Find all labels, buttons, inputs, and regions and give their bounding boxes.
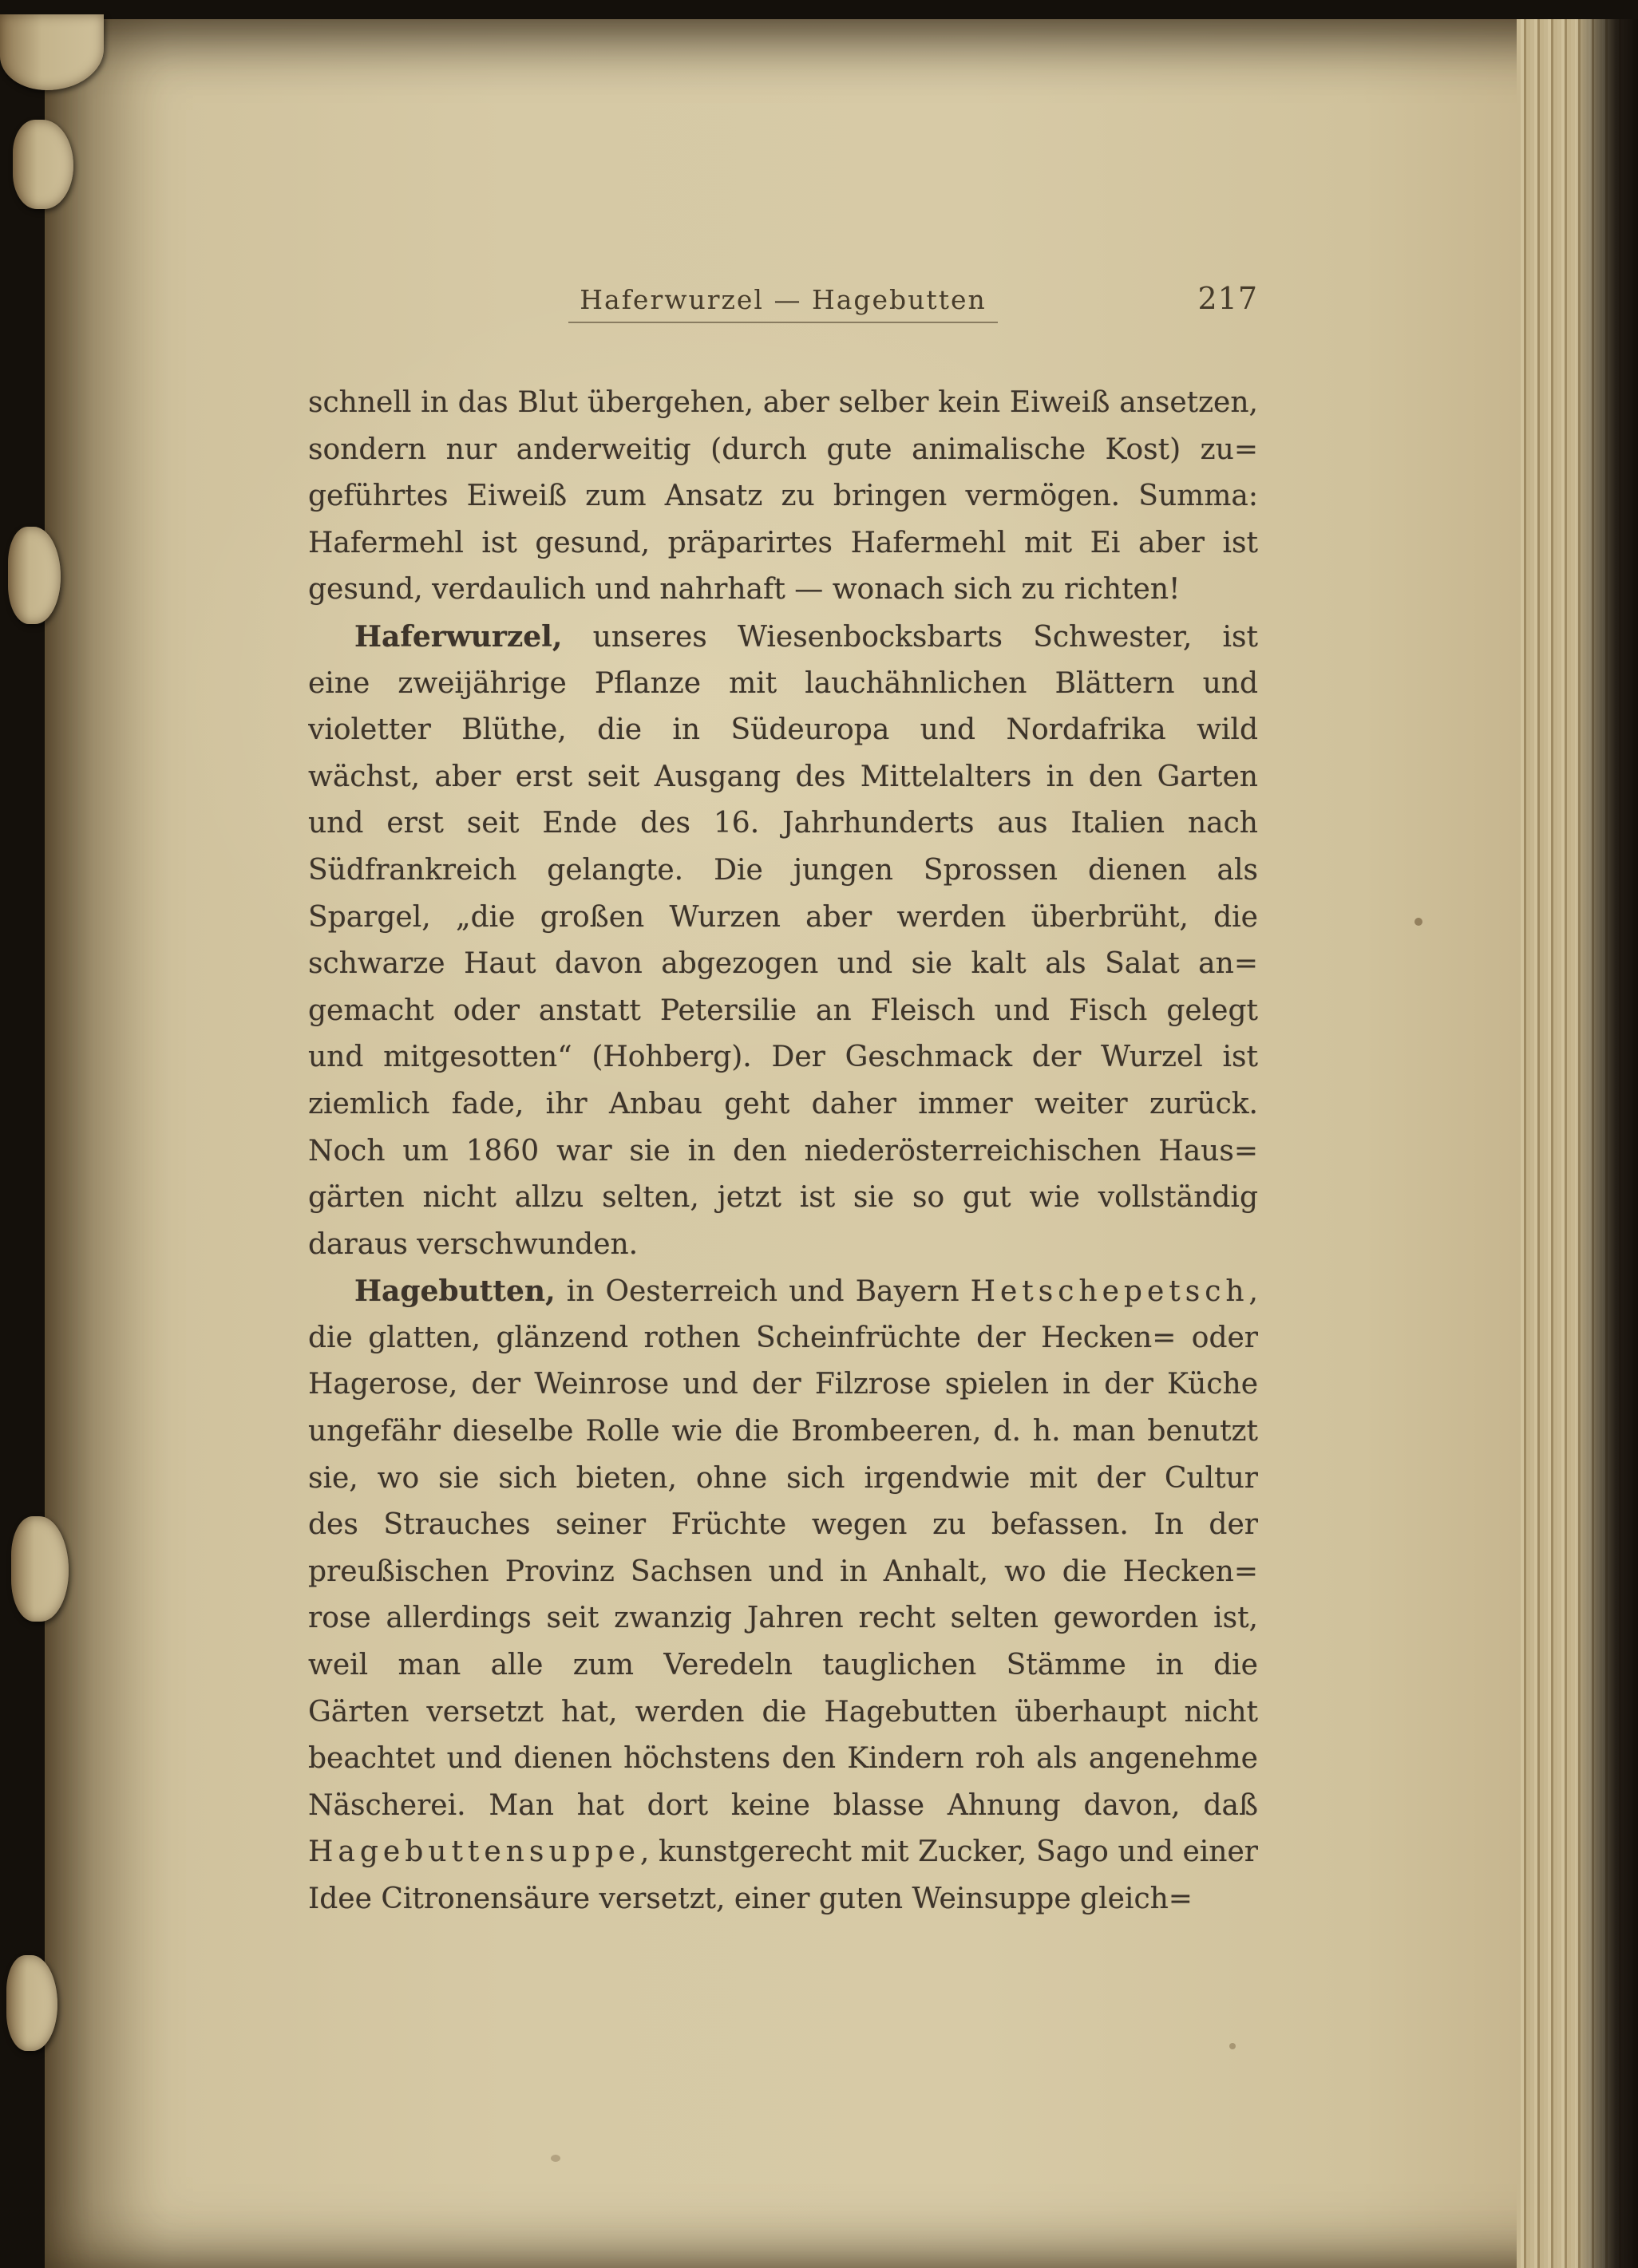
text-segment: violetter Blüthe, die in Südeuropa und Nordafrika wild xyxy=(308,713,1258,747)
text-segment: ungefähr dieselbe Rolle wie die Brombeeren, d. h. man benutzt xyxy=(308,1415,1258,1448)
text-line xyxy=(308,1736,1258,1783)
text-line xyxy=(308,567,1258,614)
text-segment: gärten nicht allzu selten, jetzt ist sie so gut wie vollständig xyxy=(308,1181,1258,1215)
text-segment: Spargel, „die großen Wurzen aber werden überbrüht, die xyxy=(308,900,1258,934)
text-segment: Idee Citronensäure versetzt, einer guten Weinsuppe gleich= xyxy=(308,1883,1193,1915)
text-segment: geführtes Eiweiß zum Ansatz zu bringen vermögen. Summa: xyxy=(308,480,1258,513)
binding-tear xyxy=(8,527,61,624)
text-block xyxy=(308,380,1258,1923)
binding-tear xyxy=(13,120,73,209)
binding-tear xyxy=(6,1955,57,2051)
text-segment: rose allerdings seit zwanzig Jahren recht selten geworden ist, xyxy=(308,1602,1258,1635)
text-line xyxy=(308,1034,1258,1081)
text-line xyxy=(308,1315,1258,1362)
text-segment: und erst seit Ende des 16. Jahrhunderts aus Italien nach xyxy=(308,807,1258,840)
text-line xyxy=(308,800,1258,848)
text-segment: beachtet und dienen höchstens den Kindern roh als angenehme xyxy=(308,1742,1258,1776)
text-line xyxy=(308,1222,1258,1269)
text-line xyxy=(308,941,1258,988)
text-segment: Südfrankreich gelangte. Die jungen Sprossen dienen als xyxy=(308,853,1258,887)
text-line xyxy=(308,1876,1258,1923)
text-segment: schnell in das Blut übergehen, aber selber kein Eiweiß ansetzen, xyxy=(308,386,1258,419)
text-line xyxy=(308,707,1258,754)
text-segment: eine zweijährige Pflanze mit lauchähnlichen Blättern und xyxy=(308,666,1258,700)
text-segment: ziemlich fade, ihr Anbau geht daher immer weiter zurück. xyxy=(308,1087,1258,1120)
page-number: 217 xyxy=(1197,281,1258,316)
text-line xyxy=(308,848,1258,895)
text-segment: gesund, verdaulich und nahrhaft — wonach sich zu richten! xyxy=(308,573,1181,607)
text-line xyxy=(308,1175,1258,1222)
text-line xyxy=(308,1409,1258,1456)
paper-speck xyxy=(551,2155,560,2162)
text-segment: , xyxy=(1248,1275,1258,1309)
text-line xyxy=(308,1642,1258,1689)
text-segment: Gärten versetzt hat, werden die Hagebutten überhaupt nicht xyxy=(308,1695,1258,1729)
paper-speck xyxy=(1414,918,1422,926)
text-line xyxy=(308,473,1258,520)
running-title: Haferwurzel — Hagebutten xyxy=(568,284,997,323)
text-segment: preußischen Provinz Sachsen und in Anhalt, wo die Hecken= xyxy=(308,1555,1258,1588)
page-edges xyxy=(1517,19,1638,2268)
keyword: Hagebutten, xyxy=(354,1274,556,1309)
text-segment: unseres Wiesenbocksbarts Schwester, ist xyxy=(562,620,1258,654)
text-line xyxy=(308,1268,1258,1315)
text-segment: Hagebuttensuppe xyxy=(308,1835,640,1869)
text-line xyxy=(308,988,1258,1035)
text-segment: gemacht oder anstatt Petersilie an Fleisch und Fisch gelegt xyxy=(308,994,1258,1027)
text-segment: Hafermehl ist gesund, präparirtes Hafermehl mit Ei aber ist xyxy=(308,526,1258,559)
keyword: Haferwurzel, xyxy=(354,619,563,654)
text-segment: sondern nur anderweitig (durch gute animalische Kost) zu= xyxy=(308,433,1258,466)
text-segment: Näscherei. Man hat dort keine blasse Ahnung davon, daß xyxy=(308,1788,1258,1822)
binding-tear xyxy=(11,1516,69,1622)
text-line xyxy=(308,614,1258,661)
text-segment: weil man alle zum Veredeln tauglichen Stämme in die xyxy=(308,1649,1258,1682)
text-line xyxy=(308,1783,1258,1830)
text-segment: sie, wo sie sich bieten, ohne sich irgendwie mit der Cultur xyxy=(308,1461,1258,1495)
text-line xyxy=(308,520,1258,567)
text-line xyxy=(308,1689,1258,1737)
text-segment: Hagerose, der Weinrose und der Filzrose spielen in der Küche xyxy=(308,1368,1258,1401)
text-segment: , kunstgerecht mit Zucker, Sago und einer xyxy=(639,1835,1258,1869)
text-line xyxy=(308,427,1258,474)
text-segment: Noch um 1860 war sie in den niederösterreichischen Haus= xyxy=(308,1134,1258,1168)
text-segment: Hetschepetsch xyxy=(970,1275,1249,1309)
text-segment: in Oesterreich und Bayern xyxy=(555,1275,971,1309)
page-header xyxy=(308,281,1258,335)
text-segment: die glatten, glänzend rothen Scheinfrüchte der Hecken= oder xyxy=(308,1321,1258,1354)
text-segment: des Strauches seiner Früchte wegen zu befassen. In der xyxy=(308,1508,1258,1542)
text-line xyxy=(308,754,1258,801)
text-line xyxy=(308,1128,1258,1175)
text-line xyxy=(308,895,1258,942)
text-segment: wächst, aber erst seit Ausgang des Mittelalters in den Garten xyxy=(308,760,1258,793)
text-line xyxy=(308,1081,1258,1128)
book-page xyxy=(45,19,1593,2268)
text-line xyxy=(308,1361,1258,1409)
text-line xyxy=(308,1549,1258,1596)
text-line xyxy=(308,661,1258,708)
text-line xyxy=(308,380,1258,427)
paper-speck xyxy=(1229,2043,1236,2049)
text-line xyxy=(308,1595,1258,1642)
text-line xyxy=(308,1456,1258,1503)
text-line xyxy=(308,1829,1258,1876)
text-segment: und mitgesotten“ (Hohberg). Der Geschmack der Wurzel ist xyxy=(308,1041,1258,1074)
text-segment: daraus verschwunden. xyxy=(308,1227,639,1261)
text-segment: schwarze Haut davon abgezogen und sie kalt als Salat an= xyxy=(308,947,1258,981)
text-line xyxy=(308,1502,1258,1549)
